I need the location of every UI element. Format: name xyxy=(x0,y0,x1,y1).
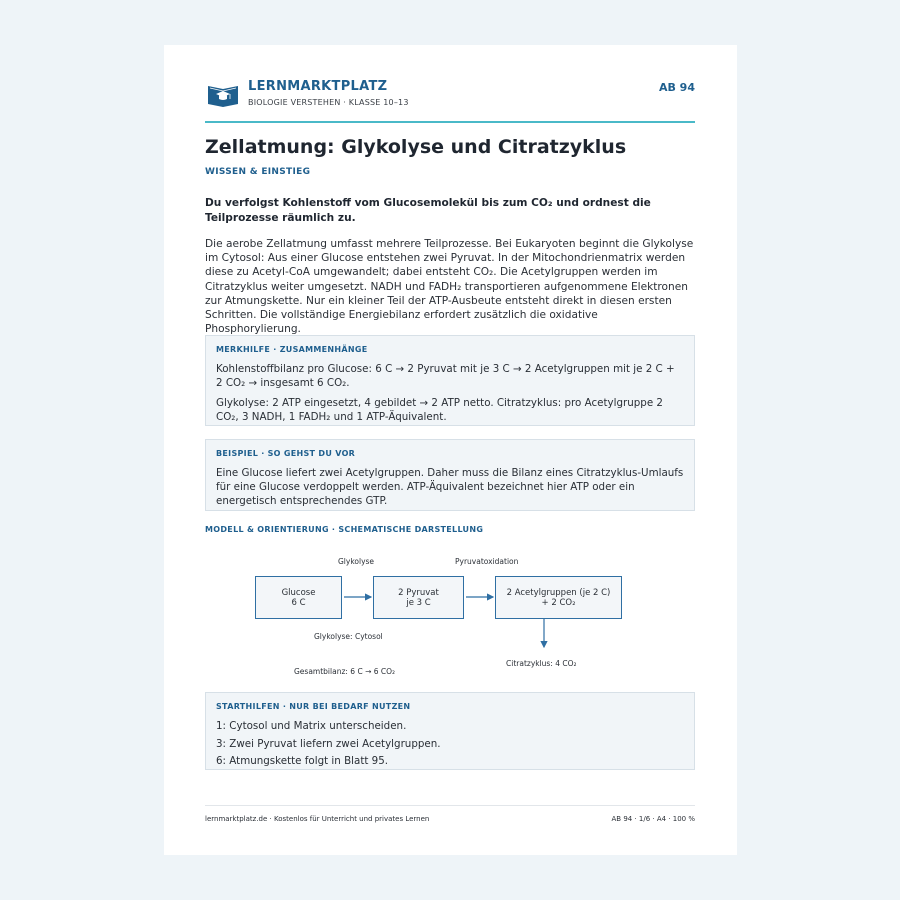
brand-name: LERNMARKTPLATZ xyxy=(248,79,388,94)
lead-text: Du verfolgst Kohlenstoff vom Glucosemolekül bis zum CO₂ und ordnest die Teilprozesse räumlich zu. xyxy=(205,197,651,224)
node-glucose xyxy=(255,576,342,619)
sheet-id: AB 94 xyxy=(658,81,695,94)
footer-page-info: AB 94 · 1/6 · A4 · 100 % xyxy=(611,815,695,823)
label-citratzyklus: Citratzyklus: 4 CO₂ xyxy=(506,659,577,668)
node-acetyl-line2: + 2 CO₂ xyxy=(541,597,576,608)
node-glucose-line2: 6 C xyxy=(291,597,306,608)
header-divider xyxy=(205,121,695,123)
page-title: Zellatmung: Glykolyse und Citratzyklus xyxy=(205,136,627,158)
beispiel-text: Eine Glucose liefert zwei Acetylgruppen. Daher muss die Bilanz eines Citratzyklus-Umlaufs für eine Glucose verdoppelt werden. ATP-Äquivalent bezeichnet hier ATP oder ein energetisch entsprechendes GTP. xyxy=(216,467,684,507)
beispiel-heading: BEISPIEL · SO GEHST DU VOR xyxy=(216,449,356,458)
graduation-cap-book-icon xyxy=(207,81,239,107)
label-cytosol: Glykolyse: Cytosol xyxy=(314,632,383,641)
brand-subtitle: BIOLOGIE VERSTEHEN · KLASSE 10–13 xyxy=(248,98,409,107)
label-gesamtbilanz: Gesamtbilanz: 6 C → 6 CO₂ xyxy=(294,667,396,676)
hint-item: 3: Zwei Pyruvat liefern zwei Acetylgruppen. xyxy=(216,737,441,750)
starthilfen-heading: STARTHILFEN · NUR BEI BEDARF NUTZEN xyxy=(216,702,411,711)
node-acetyl-line1: 2 Acetylgruppen (je 2 C) xyxy=(506,587,611,598)
node-acetylgruppen xyxy=(495,576,622,619)
page-header xyxy=(205,79,695,123)
merkhilfe-box xyxy=(205,335,695,426)
section-kicker: WISSEN & EINSTIEG xyxy=(205,167,311,177)
node-pyruvat-line2: je 3 C xyxy=(406,597,431,608)
merkhilfe-heading: MERKHILFE · ZUSAMMENHÄNGE xyxy=(216,345,368,354)
label-pyruvatoxidation: Pyruvatoxidation xyxy=(455,557,519,566)
worksheet-page xyxy=(164,45,737,855)
beispiel-box xyxy=(205,439,695,511)
merkhilfe-text-2: Glykolyse: 2 ATP eingesetzt, 4 gebildet → 2 ATP netto. Citratzyklus: pro Acetylgruppe 2 CO₂, 3 NADH, 1 FADH₂ und 1 ATP-Äquivalent. xyxy=(216,397,663,423)
schematic-diagram xyxy=(205,550,695,685)
body-paragraph: Die aerobe Zellatmung umfasst mehrere Teilprozesse. Bei Eukaryoten beginnt die Glykolyse im Cytosol: Aus einer Glucose entstehen zwei Pyruvat. In der Mitochondrienmatrix werden diese zu Acetyl-CoA umgewandelt; dabei entsteht CO₂. Die Acetylgruppen werden im Citratzyklus weiter umgesetzt. NADH und FADH₂ transportieren aufgenommene Elektronen zur Atmungskette. Nur ein kleiner Teil der ATP-Ausbeute entsteht direkt in diesen ersten Schritten. Die vollständige Energiebilanz erfordert zusätzlich die oxidative Phosphorylierung. xyxy=(205,238,694,336)
label-glykolyse: Glykolyse xyxy=(338,557,375,566)
hint-item: 6: Atmungskette folgt in Blatt 95. xyxy=(216,755,389,767)
footer-divider xyxy=(205,805,695,806)
footer-source: lernmarktplatz.de · Kostenlos für Unterricht und privates Lernen xyxy=(205,815,430,823)
node-pyruvat-line1: 2 Pyruvat xyxy=(398,587,439,598)
node-glucose-line1: Glucose xyxy=(281,587,316,598)
merkhilfe-text-1: Kohlenstoffbilanz pro Glucose: 6 C → 2 Pyruvat mit je 3 C → 2 Acetylgruppen mit je 2 C + 2 CO₂ → insgesamt 6 CO₂. xyxy=(216,363,675,389)
hint-item: 1: Cytosol und Matrix unterscheiden. xyxy=(216,720,407,732)
model-heading: MODELL & ORIENTIERUNG · SCHEMATISCHE DARSTELLUNG xyxy=(205,525,484,534)
starthilfen-box xyxy=(205,692,695,770)
node-pyruvat xyxy=(373,576,464,619)
